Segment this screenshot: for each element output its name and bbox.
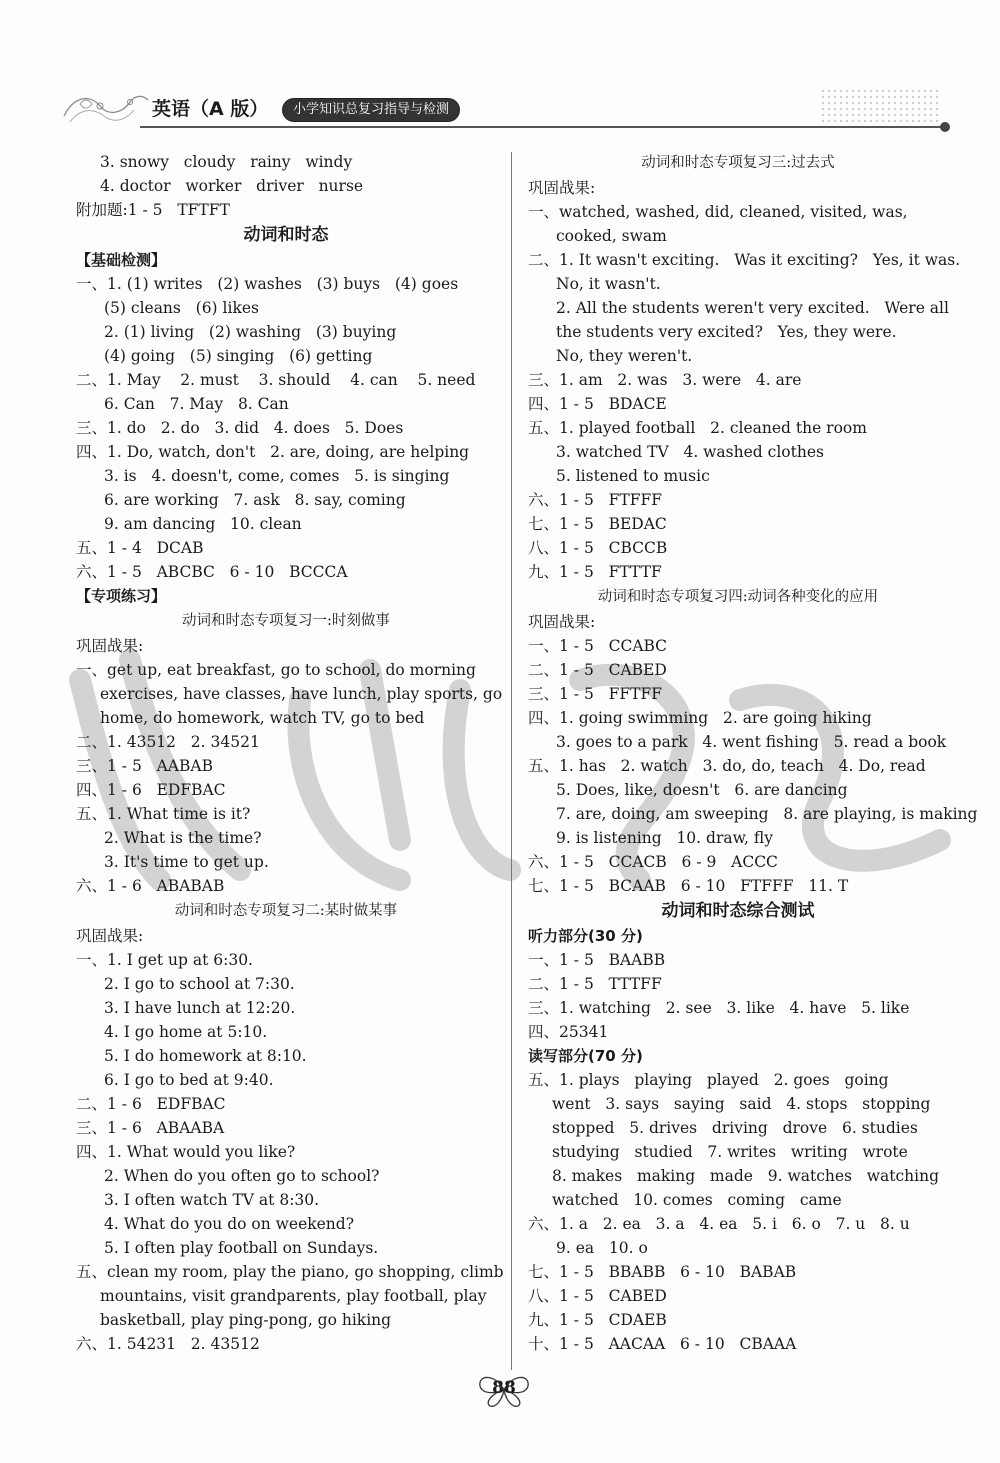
answer-line: 四、25341 (528, 1023, 609, 1041)
section-label: 【专项练习】 (76, 587, 167, 605)
answer-line: 3. I have lunch at 12:20. (104, 999, 296, 1017)
answer-line: 2. When do you often go to school? (104, 1167, 380, 1185)
answer-line: 7. are, doing, am sweeping 8. are playing, is making (556, 805, 978, 823)
answer-line: 4. I go home at 5:10. (104, 1023, 268, 1041)
answer-line: 9. ea 10. o (556, 1239, 648, 1257)
answer-line: exercises, have classes, have lunch, play sports, go (100, 685, 503, 703)
answer-line: 六、1 - 6 ABABAB (76, 877, 225, 895)
answer-line: 四、1. Do, watch, don't 2. are, doing, are helping (76, 443, 470, 461)
answer-line: 3. is 4. doesn't, come, comes 5. is singing (104, 467, 450, 485)
page-number: 88 (492, 1378, 516, 1398)
subsection-title: 动词和时态专项复习二:某时做某事 (174, 903, 398, 919)
answer-line: 5. Does, like, doesn't 6. are dancing (556, 781, 848, 799)
answer-line: 五、clean my room, play the piano, go shopping, climb (76, 1263, 504, 1281)
section-label: 【基础检测】 (76, 251, 167, 269)
answer-line: watched 10. comes coming came (552, 1191, 842, 1209)
answer-line: 七、1 - 5 BCAAB 6 - 10 FTFFF 11. T (528, 877, 849, 895)
answer-line: 二、1. May 2. must 3. should 4. can 5. need (76, 371, 476, 389)
answer-line: 六、1. a 2. ea 3. a 4. ea 5. i 6. o 7. u 8. u (528, 1215, 910, 1233)
subject-title: 英语（A 版） (152, 98, 269, 120)
answer-line: (5) cleans (6) likes (104, 299, 259, 317)
answer-line: 一、1 - 5 CCABC (528, 637, 668, 655)
answer-line: 9. am dancing 10. clean (104, 515, 302, 533)
answer-line: 8. makes making made 9. watches watching (552, 1167, 940, 1185)
answer-line: 一、1 - 5 BAABB (528, 951, 666, 969)
answer-line: 2. All the students weren't very excited. Were all (556, 299, 949, 317)
answer-line: 十、1 - 5 AACAA 6 - 10 CBAAA (528, 1335, 797, 1353)
answer-line: 3. It's time to get up. (104, 853, 269, 871)
answer-line: 七、1 - 5 BEDAC (528, 515, 667, 533)
answer-line: 巩固战果: (76, 637, 144, 655)
answer-line: mountains, visit grandparents, play football, play (100, 1287, 487, 1305)
answer-line: No, they weren't. (556, 347, 693, 365)
answer-line: 3. watched TV 4. washed clothes (556, 443, 824, 461)
header-dot-icon (940, 122, 950, 132)
answer-line: 2. I go to school at 7:30. (104, 975, 295, 993)
answer-line: 五、1. What time is it? (76, 805, 251, 823)
answer-line: 6. Can 7. May 8. Can (104, 395, 289, 413)
answer-line: 三、1. am 2. was 3. were 4. are (528, 371, 802, 389)
answer-line: 六、1 - 5 CCACB 6 - 9 ACCC (528, 853, 778, 871)
answer-line: 三、1. watching 2. see 3. like 4. have 5. like (528, 999, 910, 1017)
answer-line: 四、1 - 5 BDACE (528, 395, 667, 413)
answer-line: 5. I do homework at 8:10. (104, 1047, 307, 1065)
answer-line: went 3. says saying said 4. stops stopping (552, 1095, 931, 1113)
answer-line: 巩固战果: (76, 927, 144, 945)
answer-line: 二、1. It wasn't exciting. Was it exciting? Yes, it was. (528, 251, 961, 269)
column-divider (511, 152, 512, 1370)
answer-line: 五、1. played football 2. cleaned the room (528, 419, 867, 437)
answer-line: basketball, play ping-pong, go hiking (100, 1311, 392, 1329)
page-header (60, 86, 950, 130)
answer-line: 二、1. 43512 2. 34521 (76, 733, 260, 751)
subsection-title: 动词和时态专项复习一:时刻做事 (182, 613, 390, 629)
answer-line: 三、1 - 5 AABAB (76, 757, 213, 775)
answer-line: 9. is listening 10. draw, fly (556, 829, 773, 847)
answer-line: 2. (1) living (2) washing (3) buying (104, 323, 397, 341)
answer-line: 五、1 - 4 DCAB (76, 539, 204, 557)
answer-line: 6. are working 7. ask 8. say, coming (104, 491, 406, 509)
answer-line: 五、1. has 2. watch 3. do, do, teach 4. Do, read (528, 757, 926, 775)
answer-line: 三、1 - 5 FFTFF (528, 685, 662, 703)
answer-line: stopped 5. drives driving drove 6. studies (552, 1119, 918, 1137)
answer-line: 3. snowy cloudy rainy windy (100, 153, 353, 171)
answer-line: 八、1 - 5 CABED (528, 1287, 667, 1305)
answer-line: 四、1. What would you like? (76, 1143, 296, 1161)
answer-line: 七、1 - 5 BBABB 6 - 10 BABAB (528, 1263, 797, 1281)
section-title: 动词和时态综合测试 (661, 901, 815, 921)
answer-line: 二、1 - 5 TTTFF (528, 975, 662, 993)
page-number-badge (474, 1372, 534, 1408)
answer-line: home, do homework, watch TV, go to bed (100, 709, 425, 727)
answer-line: 5. I often play football on Sundays. (104, 1239, 379, 1257)
section-title: 动词和时态 (243, 225, 329, 245)
answer-line: 2. What is the time? (104, 829, 262, 847)
header-rule (140, 126, 946, 128)
subsection-title: 动词和时态专项复习四:动词各种变化的应用 (597, 589, 879, 605)
answer-line: 四、1. going swimming 2. are going hiking (528, 709, 872, 727)
answer-line: 一、watched, washed, did, cleaned, visited, was, (528, 203, 908, 221)
answer-line: 二、1 - 5 CABED (528, 661, 667, 679)
answer-line: 四、1 - 6 EDFBAC (76, 781, 226, 799)
answer-line: 4. doctor worker driver nurse (100, 177, 364, 195)
answer-line: No, it wasn't. (556, 275, 661, 293)
answer-line: 3. goes to a park 4. went fishing 5. read a book (556, 733, 947, 751)
subsection-title: 动词和时态专项复习三:过去式 (641, 155, 835, 171)
answer-line: 附加题:1 - 5 TFTFT (76, 201, 230, 219)
answer-line: 八、1 - 5 CBCCB (528, 539, 668, 557)
answer-line: the students very excited? Yes, they were. (556, 323, 897, 341)
answer-line: 五、1. plays playing played 2. goes going (528, 1071, 889, 1089)
answer-line: 一、1. I get up at 6:30. (76, 951, 253, 969)
answer-line: 4. What do you do on weekend? (104, 1215, 355, 1233)
answer-line: 二、1 - 6 EDFBAC (76, 1095, 226, 1113)
answer-line: 六、1 - 5 FTFFF (528, 491, 662, 509)
answer-line: (4) going (5) singing (6) getting (104, 347, 373, 365)
answer-line: 6. I go to bed at 9:40. (104, 1071, 274, 1089)
right-column (528, 150, 978, 1356)
answer-line: 三、1 - 6 ABAABA (76, 1119, 225, 1137)
book-title-badge: 小学知识总复习指导与检测 (282, 98, 460, 122)
answer-line: 三、1. do 2. do 3. did 4. does 5. Does (76, 419, 404, 437)
answer-line: 巩固战果: (528, 179, 596, 197)
answer-line: 3. I often watch TV at 8:30. (104, 1191, 320, 1209)
section-label: 读写部分(70 分) (528, 1047, 643, 1065)
answer-line: 九、1 - 5 CDAEB (528, 1311, 667, 1329)
section-label: 听力部分(30 分) (528, 927, 643, 945)
answer-line: 一、1. (1) writes (2) washes (3) buys (4) goes (76, 275, 459, 293)
answer-line: cooked, swam (556, 227, 667, 245)
answer-line: 巩固战果: (528, 613, 596, 631)
answer-line: 六、1 - 5 ABCBC 6 - 10 BCCCA (76, 563, 348, 581)
answer-line: 5. listened to music (556, 467, 710, 485)
flourish-ornament-icon (60, 86, 150, 130)
dot-pattern (820, 88, 940, 122)
left-column (76, 150, 504, 1356)
answer-line: studying studied 7. writes writing wrote (552, 1143, 908, 1161)
answer-line: 一、get up, eat breakfast, go to school, do morning (76, 661, 476, 679)
answer-line: 九、1 - 5 FTTTF (528, 563, 662, 581)
answer-line: 六、1. 54231 2. 43512 (76, 1335, 260, 1353)
